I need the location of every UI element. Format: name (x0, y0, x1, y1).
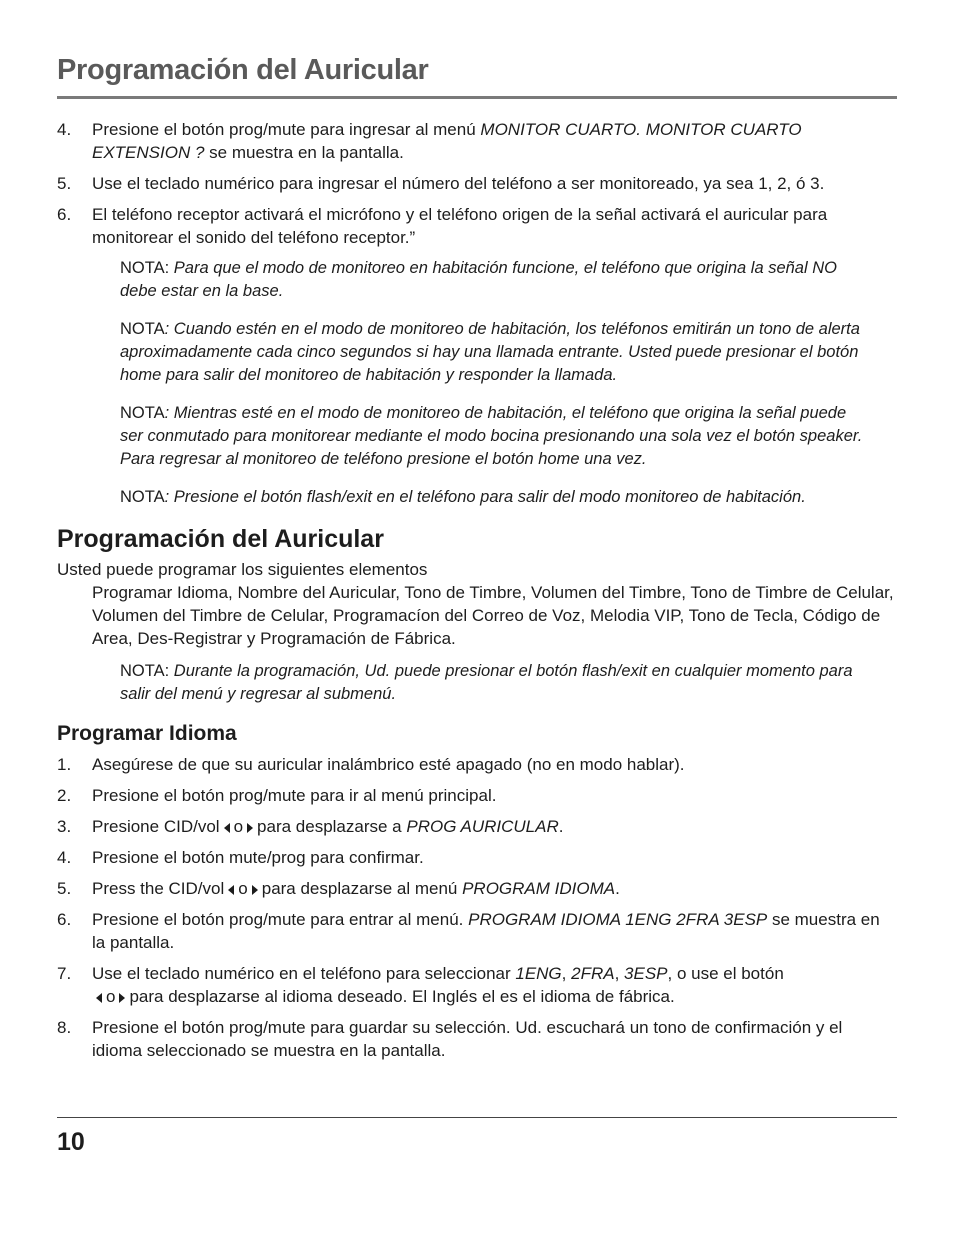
step-text-part: para desplazarse a (257, 817, 407, 836)
page-title: Programación del Auricular (57, 54, 429, 86)
step-text-part: para desplazarse al idioma deseado. El Inglés el es el idioma de fábrica. (129, 987, 675, 1006)
note-label: NOTA (120, 320, 165, 338)
note (120, 486, 865, 509)
note-label: NOTA (120, 488, 165, 506)
step-text-part: . (615, 879, 620, 898)
main-content (57, 118, 897, 1070)
step-text-part: Presione CID/vol (92, 817, 220, 836)
step-number: 6. (57, 205, 72, 224)
right-arrow-icon (247, 823, 253, 833)
list-item (57, 877, 897, 900)
note-text: : Mientras esté en el modo de monitoreo de habitación, el teléfono que origina la señal puede ser conmutado para monitorear mediante el modo bocina presionando una sola vez el botón speaker. Para regresar al monitoreo de teléfono presione el botón home una vez. (120, 404, 863, 468)
left-arrow-icon (228, 885, 234, 895)
step-text-part: se muestra en la pantalla. (92, 910, 880, 952)
note-text: Para que el modo de monitoreo en habitación funcione, el teléfono que origina la señal NO debe estar en la base. (120, 259, 837, 300)
option-name: 2FRA (571, 964, 615, 983)
footer-divider (57, 1117, 897, 1118)
step-number: 4. (57, 848, 72, 867)
note-label: NOTA: (120, 662, 170, 680)
note-label: NOTA (120, 404, 165, 422)
step-text-part: Press the CID/vol (92, 879, 225, 898)
note (120, 318, 865, 387)
step-number: 1. (57, 755, 72, 774)
note (120, 257, 865, 303)
step-text (92, 908, 897, 954)
list-item (57, 846, 897, 869)
list-item (57, 118, 897, 164)
option-name: 1ENG (515, 964, 562, 983)
left-arrow-icon (224, 823, 230, 833)
note-text: : Presione el botón flash/exit en el teléfono para salir del modo monitoreo de habitación. (164, 488, 806, 506)
list-item (57, 172, 897, 195)
step-number: 4. (57, 120, 72, 139)
list-item (57, 962, 897, 1008)
step-text-part: , (561, 964, 572, 983)
step-text-part: , o use el botón (667, 964, 784, 983)
step-text-part: . (558, 817, 564, 836)
language-steps-list (57, 753, 897, 1062)
header-divider (57, 96, 897, 99)
step-text-part: Presione el botón prog/mute para ingresar al menú (92, 120, 481, 139)
section-intro: Usted puede programar los siguientes elementos (57, 560, 428, 579)
section-heading: Programación del Auricular (57, 525, 384, 553)
note-label: NOTA: (120, 259, 170, 277)
step-text (92, 877, 897, 900)
step-number: 7. (57, 964, 72, 983)
step-text: Presione el botón prog/mute para ir al menú principal. (92, 786, 497, 805)
step-text-part: , (614, 964, 625, 983)
step-number: 8. (57, 1018, 72, 1037)
step-number: 3. (57, 817, 72, 836)
list-item (57, 203, 897, 249)
step-text (92, 962, 897, 1008)
right-arrow-icon (252, 885, 258, 895)
menu-name: PROGRAM IDIOMA (462, 879, 616, 898)
step-text-part: se muestra en la pantalla. (204, 143, 404, 162)
menu-name: PROGRAM IDIOMA 1ENG 2FRA 3ESP (468, 910, 768, 929)
step-number: 5. (57, 174, 72, 193)
step-number: 6. (57, 910, 72, 929)
step-number: 2. (57, 786, 72, 805)
step-text-part: o (238, 879, 248, 898)
note (120, 660, 865, 706)
subsection-heading: Programar Idioma (57, 722, 237, 745)
step-text-part: o (233, 817, 244, 836)
note-text: : Cuando estén en el modo de monitoreo de habitación, los teléfonos emitirán un tono de alerta aproximadamente cada cinco segundos si hay una llamada entrante. Usted puede presionar el botón home para salir del monitoreo de habitación y responder la llamada. (120, 320, 860, 384)
programmable-elements: Programar Idioma, Nombre del Auricular, Tono de Timbre, Volumen del Timbre, Tono de Timbre de Celular, Volumen del Timbre de Celular, Programacíon del Correo de Voz, Melodia VIP, Tono de Tecla, Código de Area, Des-Registrar y Programación de Fábrica. (92, 583, 894, 648)
step-text: Presione el botón mute/prog para confirmar. (92, 848, 424, 867)
step-text-part: Presione el botón prog/mute para entrar al menú. (92, 910, 469, 929)
step-text-part: o (106, 987, 116, 1006)
step-text: Use el teclado numérico para ingresar el número del teléfono a ser monitoreado, ya sea 1, 2, ó 3. (92, 174, 825, 193)
list-item (57, 784, 897, 807)
step-text (92, 815, 897, 838)
step-text: Presione el botón prog/mute para guardar su selección. Ud. escuchará un tono de confirmación y el idioma seleccionado se muestra en la pantalla. (92, 1018, 843, 1060)
step-text (92, 118, 897, 164)
note (120, 402, 865, 471)
list-item (57, 908, 897, 954)
right-arrow-icon (119, 993, 125, 1003)
list-item (57, 815, 897, 838)
menu-name: MONITOR CUARTO. MONITOR CUARTO EXTENSION ? (92, 120, 802, 162)
step-number: 5. (57, 879, 72, 898)
step-text-part: Use el teclado numérico en el teléfono para seleccionar (92, 964, 516, 983)
left-arrow-icon (96, 993, 102, 1003)
page-number: 10 (57, 1128, 85, 1156)
menu-name: PROG AURICULAR (406, 817, 559, 836)
step-text: Asegúrese de que su auricular inalámbrico esté apagado (no en modo hablar). (92, 755, 685, 774)
step-text-part: para desplazarse al menú (261, 879, 463, 898)
list-item (57, 1016, 897, 1062)
note-text: Durante la programación, Ud. puede presionar el botón flash/exit en cualquier momento para salir del menú y regresar al submenú. (120, 662, 853, 703)
step-text: El teléfono receptor activará el micrófono y el teléfono origen de la señal activará el auricular para monitorear el sonido del teléfono receptor.” (92, 205, 828, 247)
list-item (57, 753, 897, 776)
monitor-steps-list (57, 118, 897, 249)
option-name: 3ESP (624, 964, 668, 983)
